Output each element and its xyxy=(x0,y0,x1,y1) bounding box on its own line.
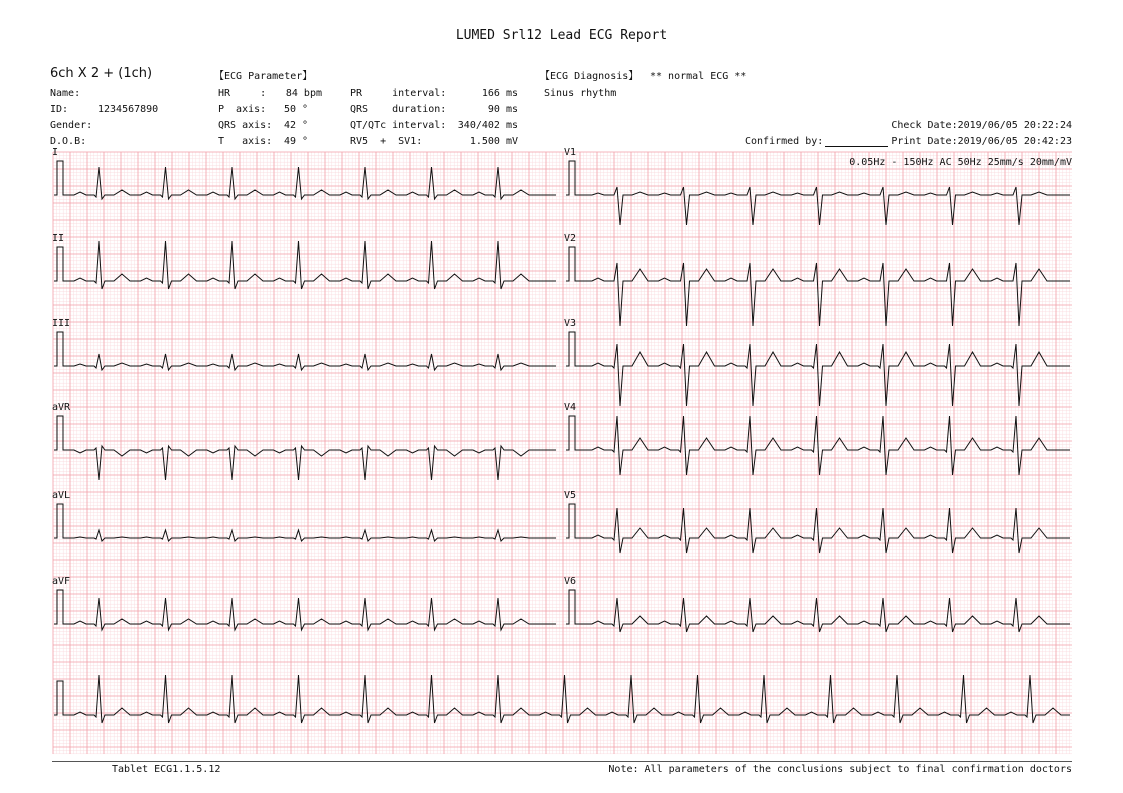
layout-label: 6ch X 2 + (1ch) xyxy=(50,66,153,81)
trace-aVF xyxy=(66,598,556,630)
lead-label-aVF: aVF xyxy=(52,576,71,587)
lead-label-aVR: aVR xyxy=(52,402,71,413)
lead-label-II: II xyxy=(52,233,65,244)
trace-I xyxy=(66,167,556,199)
lead-label-V2: V2 xyxy=(564,233,577,244)
parameters-header: 【ECG Parameter】 xyxy=(214,71,313,82)
qrs-axis-label: QRS axis: xyxy=(218,120,273,131)
trace-V4 xyxy=(578,416,1070,475)
lead-label-V4: V4 xyxy=(564,402,577,413)
calibration-pulse-V1 xyxy=(566,161,578,195)
t-axis-label: T axis: xyxy=(218,136,273,147)
print-date: Print Date:2019/06/05 20:42:23 xyxy=(891,136,1072,147)
hr-value: 84 bpm xyxy=(285,88,322,99)
filter-settings: 0.05Hz - 150Hz AC 50Hz 25mm/s 20mm/mV xyxy=(849,157,1072,168)
id-value: 1234567890 xyxy=(98,104,159,115)
lead-label-aVL: aVL xyxy=(52,490,71,501)
p-axis-value: 50 ° xyxy=(284,104,309,115)
t-axis-value: 49 ° xyxy=(284,136,309,147)
qrs-label: QRS duration: xyxy=(350,104,447,115)
lead-label-V6: V6 xyxy=(564,576,577,587)
name-label: Name: xyxy=(50,88,81,99)
footer-divider xyxy=(52,761,1072,762)
report-title: LUMED Srl12 Lead ECG Report xyxy=(455,28,668,43)
trace-V6 xyxy=(578,598,1070,632)
qtqtc-label: QT/QTc interval: xyxy=(350,120,447,131)
rv5sv1-value: 1.500 mV xyxy=(469,136,518,147)
pr-value: 166 ms xyxy=(481,88,518,99)
trace-aVL xyxy=(66,530,556,541)
lead-label-V3: V3 xyxy=(564,318,577,329)
disclaimer-note: Note: All parameters of the conclusions subject to final confirmation doctors xyxy=(608,764,1072,775)
check-date: Check Date:2019/06/05 20:22:24 xyxy=(891,120,1072,131)
pr-label: PR interval: xyxy=(350,88,447,99)
gender-label: Gender: xyxy=(50,120,93,131)
diagnosis-header: 【ECG Diagnosis】 xyxy=(540,71,639,82)
trace-V2 xyxy=(578,263,1070,326)
lead-label-V1: V1 xyxy=(564,147,577,158)
hr-label: HR : xyxy=(218,88,267,99)
software-version: Tablet ECG1.1.5.12 xyxy=(112,764,221,775)
rv5sv1-label: RV5 + SV1: xyxy=(350,136,423,147)
qrs-axis-value: 42 ° xyxy=(284,120,309,131)
qtqtc-value: 340/402 ms xyxy=(457,120,518,131)
p-axis-label: P axis: xyxy=(218,104,267,115)
grid-major-lines xyxy=(53,152,1072,754)
calibration-pulse-V4 xyxy=(566,416,578,450)
lead-label-I: I xyxy=(52,147,59,158)
qrs-value: 90 ms xyxy=(487,104,518,115)
id-label: ID: xyxy=(50,104,69,115)
trace-II xyxy=(66,241,556,289)
dob-label: D.O.B: xyxy=(50,136,87,147)
calibration-pulse-V6 xyxy=(566,590,578,624)
diagnosis-finding: Sinus rhythm xyxy=(544,88,617,99)
confirmed-by-label: Confirmed by: xyxy=(745,136,824,147)
diagnosis-summary: ** normal ECG ** xyxy=(650,71,747,82)
lead-label-V5: V5 xyxy=(564,490,577,501)
lead-label-III: III xyxy=(52,318,71,329)
